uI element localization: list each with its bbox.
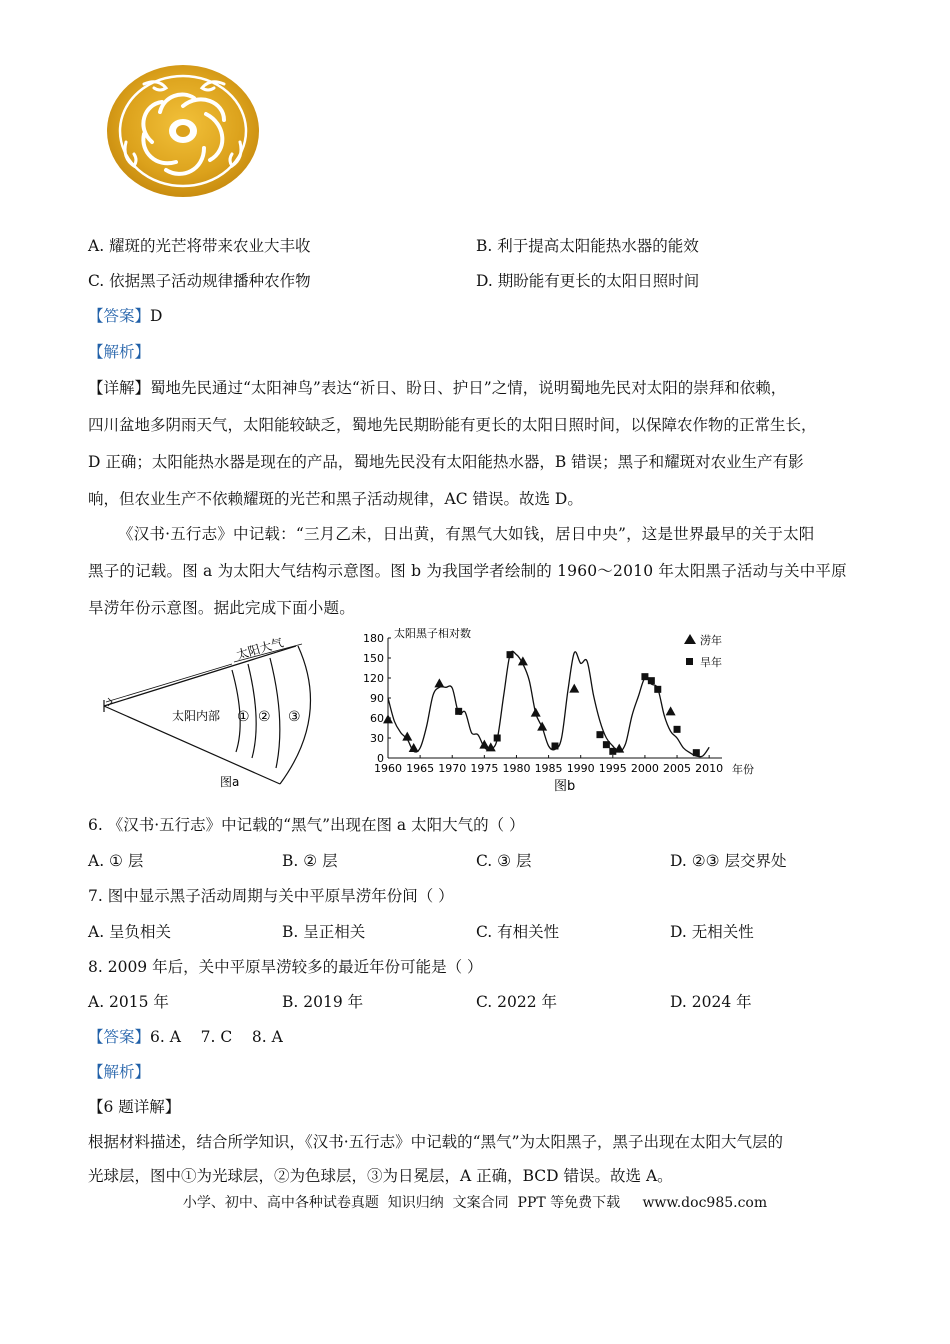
- flood-year-marker: [537, 722, 547, 731]
- page-footer: 小学、初中、高中各种试卷真题 知识归纳 文案合同 PPT 等免费下载 www.doc985.com: [182, 1195, 768, 1211]
- y-tick-label: 90: [370, 692, 384, 705]
- drought-year-marker: [674, 726, 681, 733]
- figure-a-top-label: 太阳大气: [234, 636, 285, 663]
- answer-label: 【答案】: [88, 1028, 151, 1046]
- y-axis-label: 太阳黑子相对数: [394, 628, 471, 640]
- answer-label: 【答案】: [88, 307, 151, 325]
- figure-a-layer-3: ③: [288, 709, 301, 725]
- flood-year-marker: [531, 708, 541, 717]
- legend-drought-icon: [686, 658, 693, 665]
- drought-year-marker: [654, 686, 661, 693]
- answer-5: [88, 306, 162, 326]
- drought-year-marker: [596, 731, 603, 738]
- option-5c: C. 依据黑子活动规律播种农作物: [88, 272, 311, 290]
- q6-option-d: D. ②③ 层交界处: [670, 852, 787, 870]
- analysis-label-5: 【解析】: [88, 343, 151, 361]
- q8-option-c: C. 2022 年: [476, 993, 558, 1011]
- material-line-2: 黑子的记载。图 a 为太阳大气结构示意图。图 b 为我国学者绘制的 1960～2010 年太阳黑子活动与关中平原: [88, 562, 847, 580]
- figure-b-caption: 图b: [554, 779, 576, 794]
- drought-year-marker: [552, 743, 559, 750]
- drought-year-marker: [494, 735, 501, 742]
- detail5-line-4: 响，但农业生产不依赖耀斑的光芒和黑子活动规律，AC 错误。故选 D。: [88, 490, 583, 508]
- x-tick-label: 1970: [438, 762, 467, 775]
- flood-year-marker: [666, 706, 676, 715]
- detail5-line-3: D 正确；太阳能热水器是现在的产品，蜀地先民没有太阳能热水器，B 错误；黑子和耀斑对农业生产有影: [88, 453, 804, 471]
- legend-flood-icon: [684, 634, 696, 644]
- x-tick-label: 1965: [406, 762, 435, 775]
- flood-year-marker: [383, 714, 393, 723]
- y-tick-label: 150: [363, 652, 384, 665]
- material-line-1: 《汉书·五行志》中记载：“三月乙未，日出黄，有黑气大如钱，居日中央”，这是世界最早的关于太阳: [118, 525, 815, 543]
- q8-option-d: D. 2024 年: [670, 993, 752, 1011]
- figure-a-layer-2: ②: [258, 709, 271, 725]
- figure-a-diagram: [96, 636, 336, 794]
- detail5-line-1: 【详解】蜀地先民通过“太阳神鸟”表达“祈日、盼日、护日”之情，说明蜀地先民对太阳的崇拜和依赖，: [88, 379, 787, 397]
- legend-flood-label: 涝年: [700, 634, 722, 647]
- x-tick-label: 1985: [534, 762, 563, 775]
- y-tick-label: 120: [363, 672, 384, 685]
- material-line-3: 旱涝年份示意图。据此完成下面小题。: [88, 599, 355, 617]
- x-tick-label: 1960: [374, 762, 402, 775]
- figure-a-caption: 图a: [220, 775, 240, 789]
- drought-year-marker: [455, 708, 462, 715]
- drought-year-marker: [603, 741, 610, 748]
- sunspot-curve: [388, 651, 709, 757]
- answer-value: 6. A 7. C 8. A: [150, 1028, 283, 1046]
- figure-a-inner-label: 太阳内部: [172, 709, 221, 723]
- x-tick-label: 2000: [630, 762, 659, 775]
- q6-option-c: C. ③ 层: [476, 852, 532, 870]
- q7-option-b: B. 呈正相关: [282, 923, 366, 941]
- q7-option-a: A. 呈负相关: [88, 923, 172, 941]
- y-tick-label: 0: [377, 752, 384, 765]
- q8-stem: 8. 2009 年后，关中平原旱涝较多的最近年份可能是（ ）: [88, 958, 483, 976]
- y-tick-label: 60: [370, 712, 384, 725]
- analysis-label-678: 【解析】: [88, 1063, 151, 1081]
- x-axis-label: 年份: [732, 763, 754, 776]
- q7-option-d: D. 无相关性: [670, 923, 754, 941]
- figure-b-chart: [356, 628, 776, 798]
- drought-year-marker: [693, 749, 700, 756]
- option-5a: A. 耀斑的光芒将带来农业大丰收: [88, 237, 311, 255]
- figure-a-layer-1: ①: [237, 709, 250, 725]
- x-tick-label: 2005: [663, 762, 692, 775]
- q6-option-b: B. ② 层: [282, 852, 338, 870]
- x-tick-label: 1980: [502, 762, 531, 775]
- flood-year-marker: [569, 684, 579, 693]
- detail5-line-2: 四川盆地多阴雨天气，太阳能较缺乏，蜀地先民期盼能有更长的太阳日照时间，以保障农作物的正常生长，: [88, 416, 817, 434]
- drought-year-marker: [641, 673, 648, 680]
- option-5b: B. 利于提高太阳能热水器的能效: [476, 237, 699, 255]
- drought-year-marker: [648, 677, 655, 684]
- x-tick-label: 1990: [566, 762, 595, 775]
- x-tick-label: 1995: [598, 762, 627, 775]
- x-tick-label: 1975: [470, 762, 499, 775]
- y-tick-label: 30: [370, 732, 384, 745]
- detail6-line-1: 根据材料描述，结合所学知识，《汉书·五行志》中记载的“黑气”为太阳黑子，黑子出现在太阳大气层的: [88, 1133, 784, 1151]
- detail6-label: 【6 题详解】: [88, 1098, 181, 1116]
- legend-drought-label: 旱年: [700, 656, 722, 669]
- x-tick-label: 2010: [695, 762, 724, 775]
- answer-678: [88, 1027, 283, 1047]
- drought-year-marker: [507, 651, 514, 658]
- q8-option-a: A. 2015 年: [88, 993, 169, 1011]
- q6-option-a: A. ① 层: [88, 852, 144, 870]
- q7-option-c: C. 有相关性: [476, 923, 560, 941]
- flood-year-marker: [434, 678, 444, 687]
- q8-option-b: B. 2019 年: [282, 993, 364, 1011]
- option-5d: D. 期盼能有更长的太阳日照时间: [476, 272, 700, 290]
- answer-value: D: [150, 307, 163, 325]
- y-tick-label: 180: [363, 632, 384, 645]
- q6-stem: 6. 《汉书·五行志》中记载的“黑气”出现在图 a 太阳大气的（ ）: [88, 816, 525, 834]
- q7-stem: 7. 图中显示黑子活动周期与关中平原旱涝年份间（ ）: [88, 887, 454, 905]
- sun-bird-icon: [104, 62, 262, 200]
- detail6-line-2: 光球层，图中①为光球层，②为色球层，③为日冕层，A 正确，BCD 错误。故选 A。: [88, 1167, 673, 1185]
- drought-year-marker: [609, 748, 616, 755]
